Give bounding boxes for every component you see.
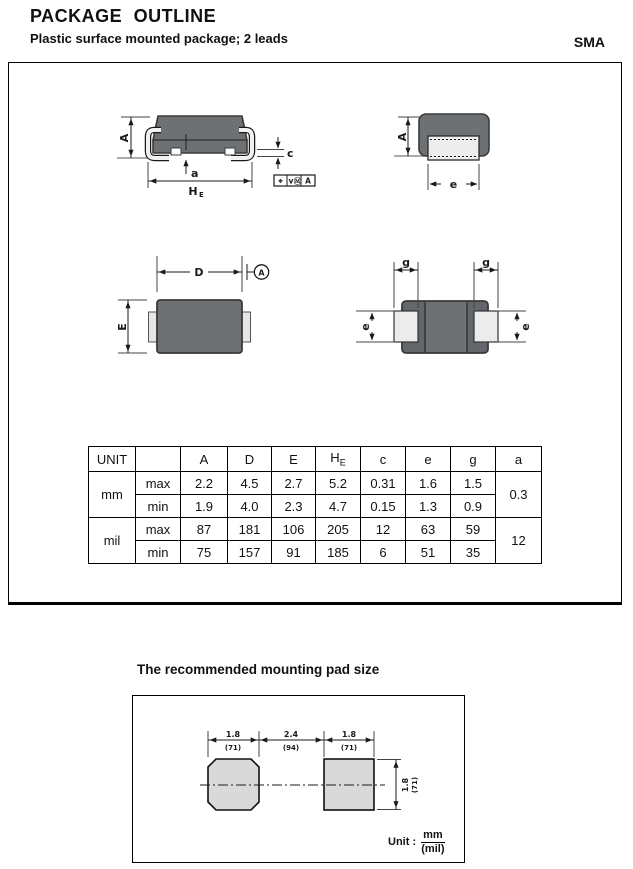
cell: 0.15 bbox=[361, 495, 406, 518]
cell: 2.3 bbox=[272, 495, 316, 518]
unit-numerator: mm bbox=[423, 829, 443, 841]
cell: 2.2 bbox=[181, 472, 228, 495]
unit-note bbox=[388, 829, 445, 855]
bottom-notch-right bbox=[225, 148, 235, 155]
col-header-HE-sub: E bbox=[339, 457, 346, 468]
cell: 6 bbox=[361, 541, 406, 564]
tolerance-frame bbox=[274, 175, 315, 186]
dim-label-e: e bbox=[519, 323, 532, 331]
cell: 1.6 bbox=[406, 472, 451, 495]
cell: 59 bbox=[451, 518, 496, 541]
cell: 51 bbox=[406, 541, 451, 564]
pad-dim-left-mm: 1.8 bbox=[225, 730, 241, 739]
dim-label-D: D bbox=[194, 266, 204, 279]
col-header-D: D bbox=[228, 447, 272, 472]
cell: 1.9 bbox=[181, 495, 228, 518]
table-row-mm-max bbox=[89, 472, 542, 495]
dimension-table bbox=[88, 446, 542, 564]
cell: 35 bbox=[451, 541, 496, 564]
terminal-pad-left bbox=[394, 311, 418, 342]
cell: 12 bbox=[361, 518, 406, 541]
cell-a-mil: 12 bbox=[496, 518, 542, 564]
row-label-max: max bbox=[136, 472, 181, 495]
cell: 4.5 bbox=[228, 472, 272, 495]
cell: 75 bbox=[181, 541, 228, 564]
pad-dim-right-mm: 1.8 bbox=[341, 730, 357, 739]
unit-label: Unit : bbox=[388, 836, 417, 849]
cell: 63 bbox=[406, 518, 451, 541]
unit-fraction bbox=[421, 829, 445, 855]
page-title: PACKAGE OUTLINE bbox=[30, 6, 217, 26]
mounting-pad-left bbox=[208, 759, 259, 810]
side-view bbox=[117, 116, 315, 199]
col-header-HE bbox=[316, 447, 361, 472]
table-header-row bbox=[89, 447, 542, 472]
tolerance-value: v bbox=[288, 176, 294, 186]
unit-mm: mm bbox=[89, 472, 136, 518]
mounting-pad-title: The recommended mounting pad size bbox=[137, 662, 380, 677]
cell-a-mm: 0.3 bbox=[496, 472, 542, 518]
dim-label-e: e bbox=[449, 178, 458, 191]
cell: 87 bbox=[181, 518, 228, 541]
package-body-top bbox=[157, 300, 242, 353]
unit-denominator: (mil) bbox=[421, 842, 445, 855]
col-header-blank bbox=[136, 447, 181, 472]
bottom-view bbox=[356, 256, 532, 353]
package-body-side bbox=[153, 116, 247, 153]
cell: 1.5 bbox=[451, 472, 496, 495]
bottom-notch-left bbox=[171, 148, 181, 155]
dim-label-c: c bbox=[287, 147, 294, 160]
cell: 5.2 bbox=[316, 472, 361, 495]
cell: 181 bbox=[228, 518, 272, 541]
cell: 1.3 bbox=[406, 495, 451, 518]
dim-label-HE: H bbox=[188, 185, 198, 198]
cell: 4.0 bbox=[228, 495, 272, 518]
material-modifier-icon: Ⓜ bbox=[293, 176, 302, 186]
cell: 2.7 bbox=[272, 472, 316, 495]
dim-label-e: e bbox=[359, 323, 372, 331]
pad-dim-side-mm: 1.8 bbox=[401, 777, 410, 793]
cell: 4.7 bbox=[316, 495, 361, 518]
pad-dim-mid-mm: 2.4 bbox=[283, 730, 299, 739]
cell: 91 bbox=[272, 541, 316, 564]
dim-label-A: A bbox=[396, 132, 409, 142]
datum-label-A: A bbox=[258, 268, 265, 278]
end-view bbox=[394, 114, 489, 191]
cell: 0.31 bbox=[361, 472, 406, 495]
col-header-a: a bbox=[496, 447, 542, 472]
table-row-mil-max bbox=[89, 518, 542, 541]
col-header-g: g bbox=[451, 447, 496, 472]
top-view bbox=[116, 256, 269, 353]
dim-label-g: g bbox=[482, 256, 490, 269]
col-header-e: e bbox=[406, 447, 451, 472]
datum-reference: A bbox=[305, 176, 311, 186]
col-header-unit: UNIT bbox=[89, 447, 136, 472]
page-subtitle: Plastic surface mounted package; 2 leads bbox=[30, 31, 288, 46]
cell: 157 bbox=[228, 541, 272, 564]
pad-dim-mid-mil: (94) bbox=[282, 744, 300, 752]
row-label-min: min bbox=[136, 541, 181, 564]
unit-mil: mil bbox=[89, 518, 136, 564]
col-header-c: c bbox=[361, 447, 406, 472]
pad-dim-right-mil: (71) bbox=[340, 744, 358, 752]
col-header-A: A bbox=[181, 447, 228, 472]
table-row-mil-min bbox=[89, 541, 542, 564]
table-row-mm-min bbox=[89, 495, 542, 518]
dim-label-HE-sub: E bbox=[199, 191, 204, 199]
col-header-HE-main: H bbox=[330, 450, 340, 466]
row-label-min: min bbox=[136, 495, 181, 518]
mounting-pad-drawing bbox=[200, 730, 419, 810]
cell: 185 bbox=[316, 541, 361, 564]
row-label-max: max bbox=[136, 518, 181, 541]
position-symbol: ⌖ bbox=[278, 176, 283, 186]
dim-label-E: E bbox=[116, 323, 129, 331]
body-center-section bbox=[425, 302, 467, 352]
pad-dim-side-mil: (71) bbox=[411, 776, 419, 794]
package-name: SMA bbox=[573, 34, 605, 50]
dim-label-a: a bbox=[191, 167, 199, 180]
terminal-pad-right bbox=[474, 311, 498, 342]
cell: 106 bbox=[272, 518, 316, 541]
cell: 205 bbox=[316, 518, 361, 541]
pad-dim-left-mil: (71) bbox=[224, 744, 242, 752]
dim-label-g: g bbox=[402, 256, 410, 269]
dim-label-A: A bbox=[118, 133, 131, 143]
cell: 0.9 bbox=[451, 495, 496, 518]
col-header-E: E bbox=[272, 447, 316, 472]
